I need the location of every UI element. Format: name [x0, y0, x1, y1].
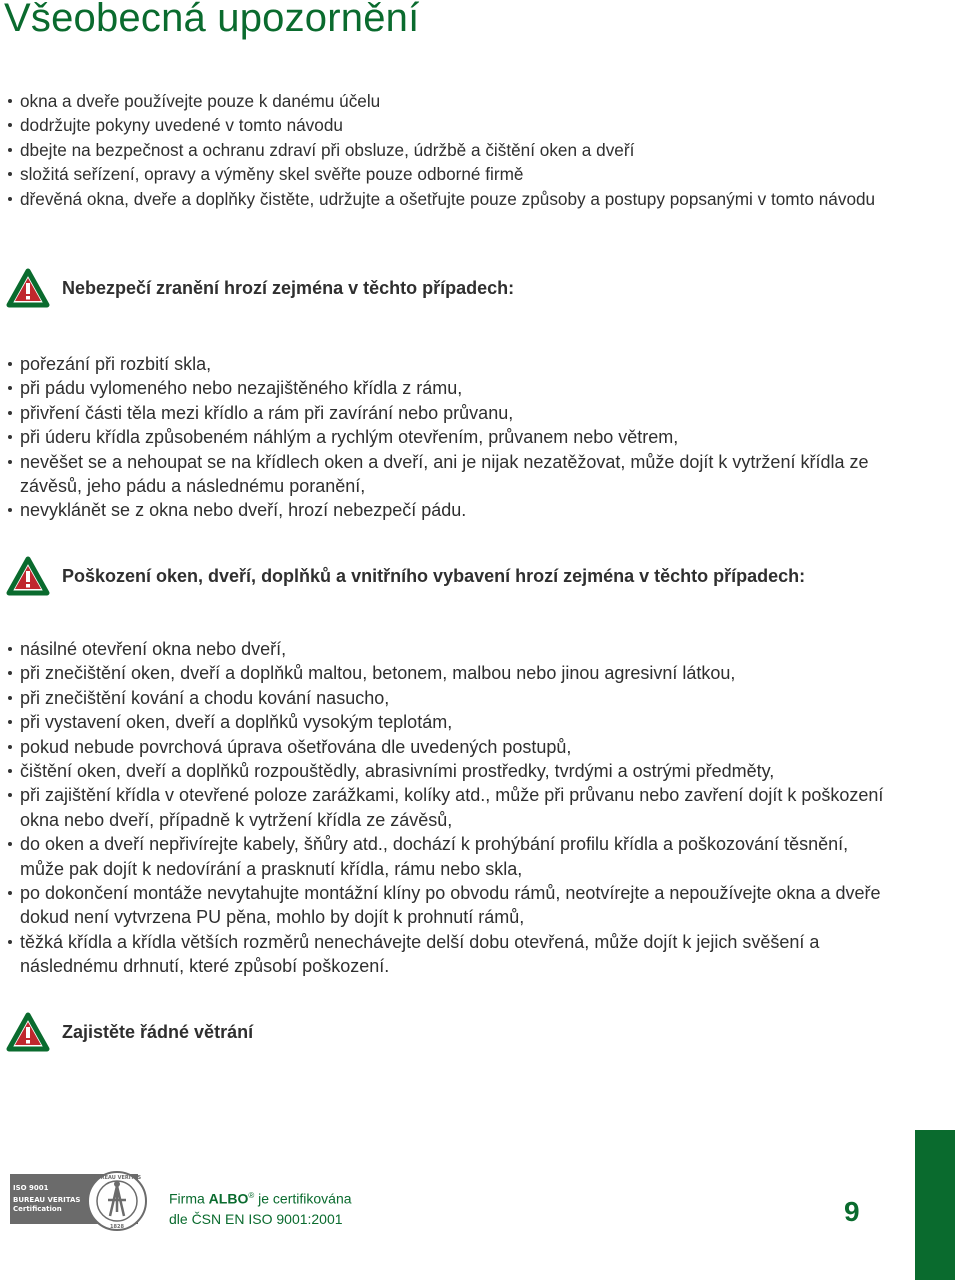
list-item: nevyklánět se z okna nebo dveří, hrozí nebezpečí pádu.: [8, 498, 888, 522]
logo-line: ISO 9001: [13, 1184, 49, 1192]
list-item: při pádu vylomeného nebo nezajištěného křídla z rámu,: [8, 376, 888, 400]
cert-line-2: dle ČSN EN ISO 9001:2001: [169, 1210, 343, 1227]
logo-line: Certification: [13, 1205, 62, 1213]
injury-risks-list: [8, 352, 888, 523]
list-item: při zajištění křídla v otevřené poloze zarážkami, kolíky atd., může při průvanu nebo zavření dojít k poškození okna nebo dveří, případně k vytržení křídla ze závěsů,: [8, 783, 888, 832]
list-item: složitá seřízení, opravy a výměny skel svěřte pouze odborné firmě: [8, 162, 888, 186]
list-item: násilné otevření okna nebo dveří,: [8, 637, 888, 661]
cert-brand: ALBO: [208, 1190, 249, 1207]
warning-icon: [6, 268, 50, 308]
bureau-veritas-seal-icon: [86, 1170, 148, 1232]
general-warnings-list: [8, 89, 888, 211]
seal-text: BUREAU VERITAS: [92, 1175, 142, 1181]
list-item: při znečištění kování a chodu kování nasucho,: [8, 686, 888, 710]
list-item: okna a dveře používejte pouze k danému účelu: [8, 89, 888, 113]
injury-warning-heading: [6, 268, 514, 308]
warning-heading-text: Zajistěte řádné větrání: [62, 1021, 254, 1042]
logo-line: BUREAU VERITAS: [13, 1196, 81, 1204]
warning-icon: [6, 556, 50, 596]
list-item: při úderu křídla způsobeném náhlým a rychlým otevřením, průvanem nebo větrem,: [8, 425, 888, 449]
list-item: pokud nebude povrchová úprava ošetřována dle uvedených postupů,: [8, 735, 888, 759]
page-edge-bar: [915, 1130, 955, 1280]
cert-registered-mark: ®: [248, 1191, 255, 1200]
warning-heading-text: Nebezpečí zranění hrozí zejména v těchto případech:: [62, 277, 515, 298]
warning-icon: [6, 1012, 50, 1052]
seal-year: 1828: [110, 1224, 124, 1230]
list-item: při vystavení oken, dveří a doplňků vysokým teplotám,: [8, 710, 888, 734]
list-item: do oken a dveří nepřivírejte kabely, šňůry atd., dochází k prohýbání profilu křídla a poškozování těsnění, může pak dojít k nedovírání a prasknutí křídla, rámu nebo skla,: [8, 832, 888, 881]
list-item: nevěšet se a nehoupat se na křídlech oken a dveří, ani je nijak nezatěžovat, může dojít k vytržení křídla ze závěsů, jeho pádu a následnému poranění,: [8, 450, 888, 499]
cert-prefix: Firma: [169, 1190, 205, 1207]
list-item: těžká křídla a křídla větších rozměrů nenechávejte delší dobu otevřená, může dojít k jejich svěšení a následnému drhnutí, které způsobí poškození.: [8, 930, 888, 979]
list-item: dodržujte pokyny uvedené v tomto návodu: [8, 113, 888, 137]
page-number: 9: [844, 1196, 860, 1227]
list-item: dbejte na bezpečnost a ochranu zdraví při obsluze, údržbě a čištění oken a dveří: [8, 138, 888, 162]
warning-heading-text: Poškození oken, dveří, doplňků a vnitřního vybavení hrozí zejména v těchto případech:: [62, 565, 806, 586]
list-item: při znečištění oken, dveří a doplňků maltou, betonem, malbou nebo jinou agresivní látkou,: [8, 661, 888, 685]
list-item: čištění oken, dveří a doplňků rozpouštědly, abrasivními prostředky, tvrdými a ostrými předměty,: [8, 759, 888, 783]
certification-note: [169, 1186, 352, 1229]
damage-risks-list: [8, 637, 888, 979]
ventilation-warning-heading: [6, 1012, 253, 1052]
list-item: pořezání při rozbití skla,: [8, 352, 888, 376]
page-title: Všeobecná upozornění: [4, 0, 420, 40]
cert-line-1: [169, 1186, 352, 1209]
cert-suffix: je certifikována: [258, 1190, 352, 1207]
list-item: po dokončení montáže nevytahujte montážní klíny po obvodu rámů, neotvírejte a nepoužívejte okna a dveře dokud není vytvrzena PU pěna, mohlo by dojít k prohnutí rámů,: [8, 881, 888, 930]
list-item: přivření části těla mezi křídlo a rám při zavírání nebo průvanu,: [8, 401, 888, 425]
damage-warning-heading: [6, 556, 805, 596]
logo-text: [13, 1184, 83, 1214]
list-item: dřevěná okna, dveře a doplňky čistěte, udržujte a ošetřujte pouze způsoby a postupy popsanými v tomto návodu: [8, 187, 888, 211]
